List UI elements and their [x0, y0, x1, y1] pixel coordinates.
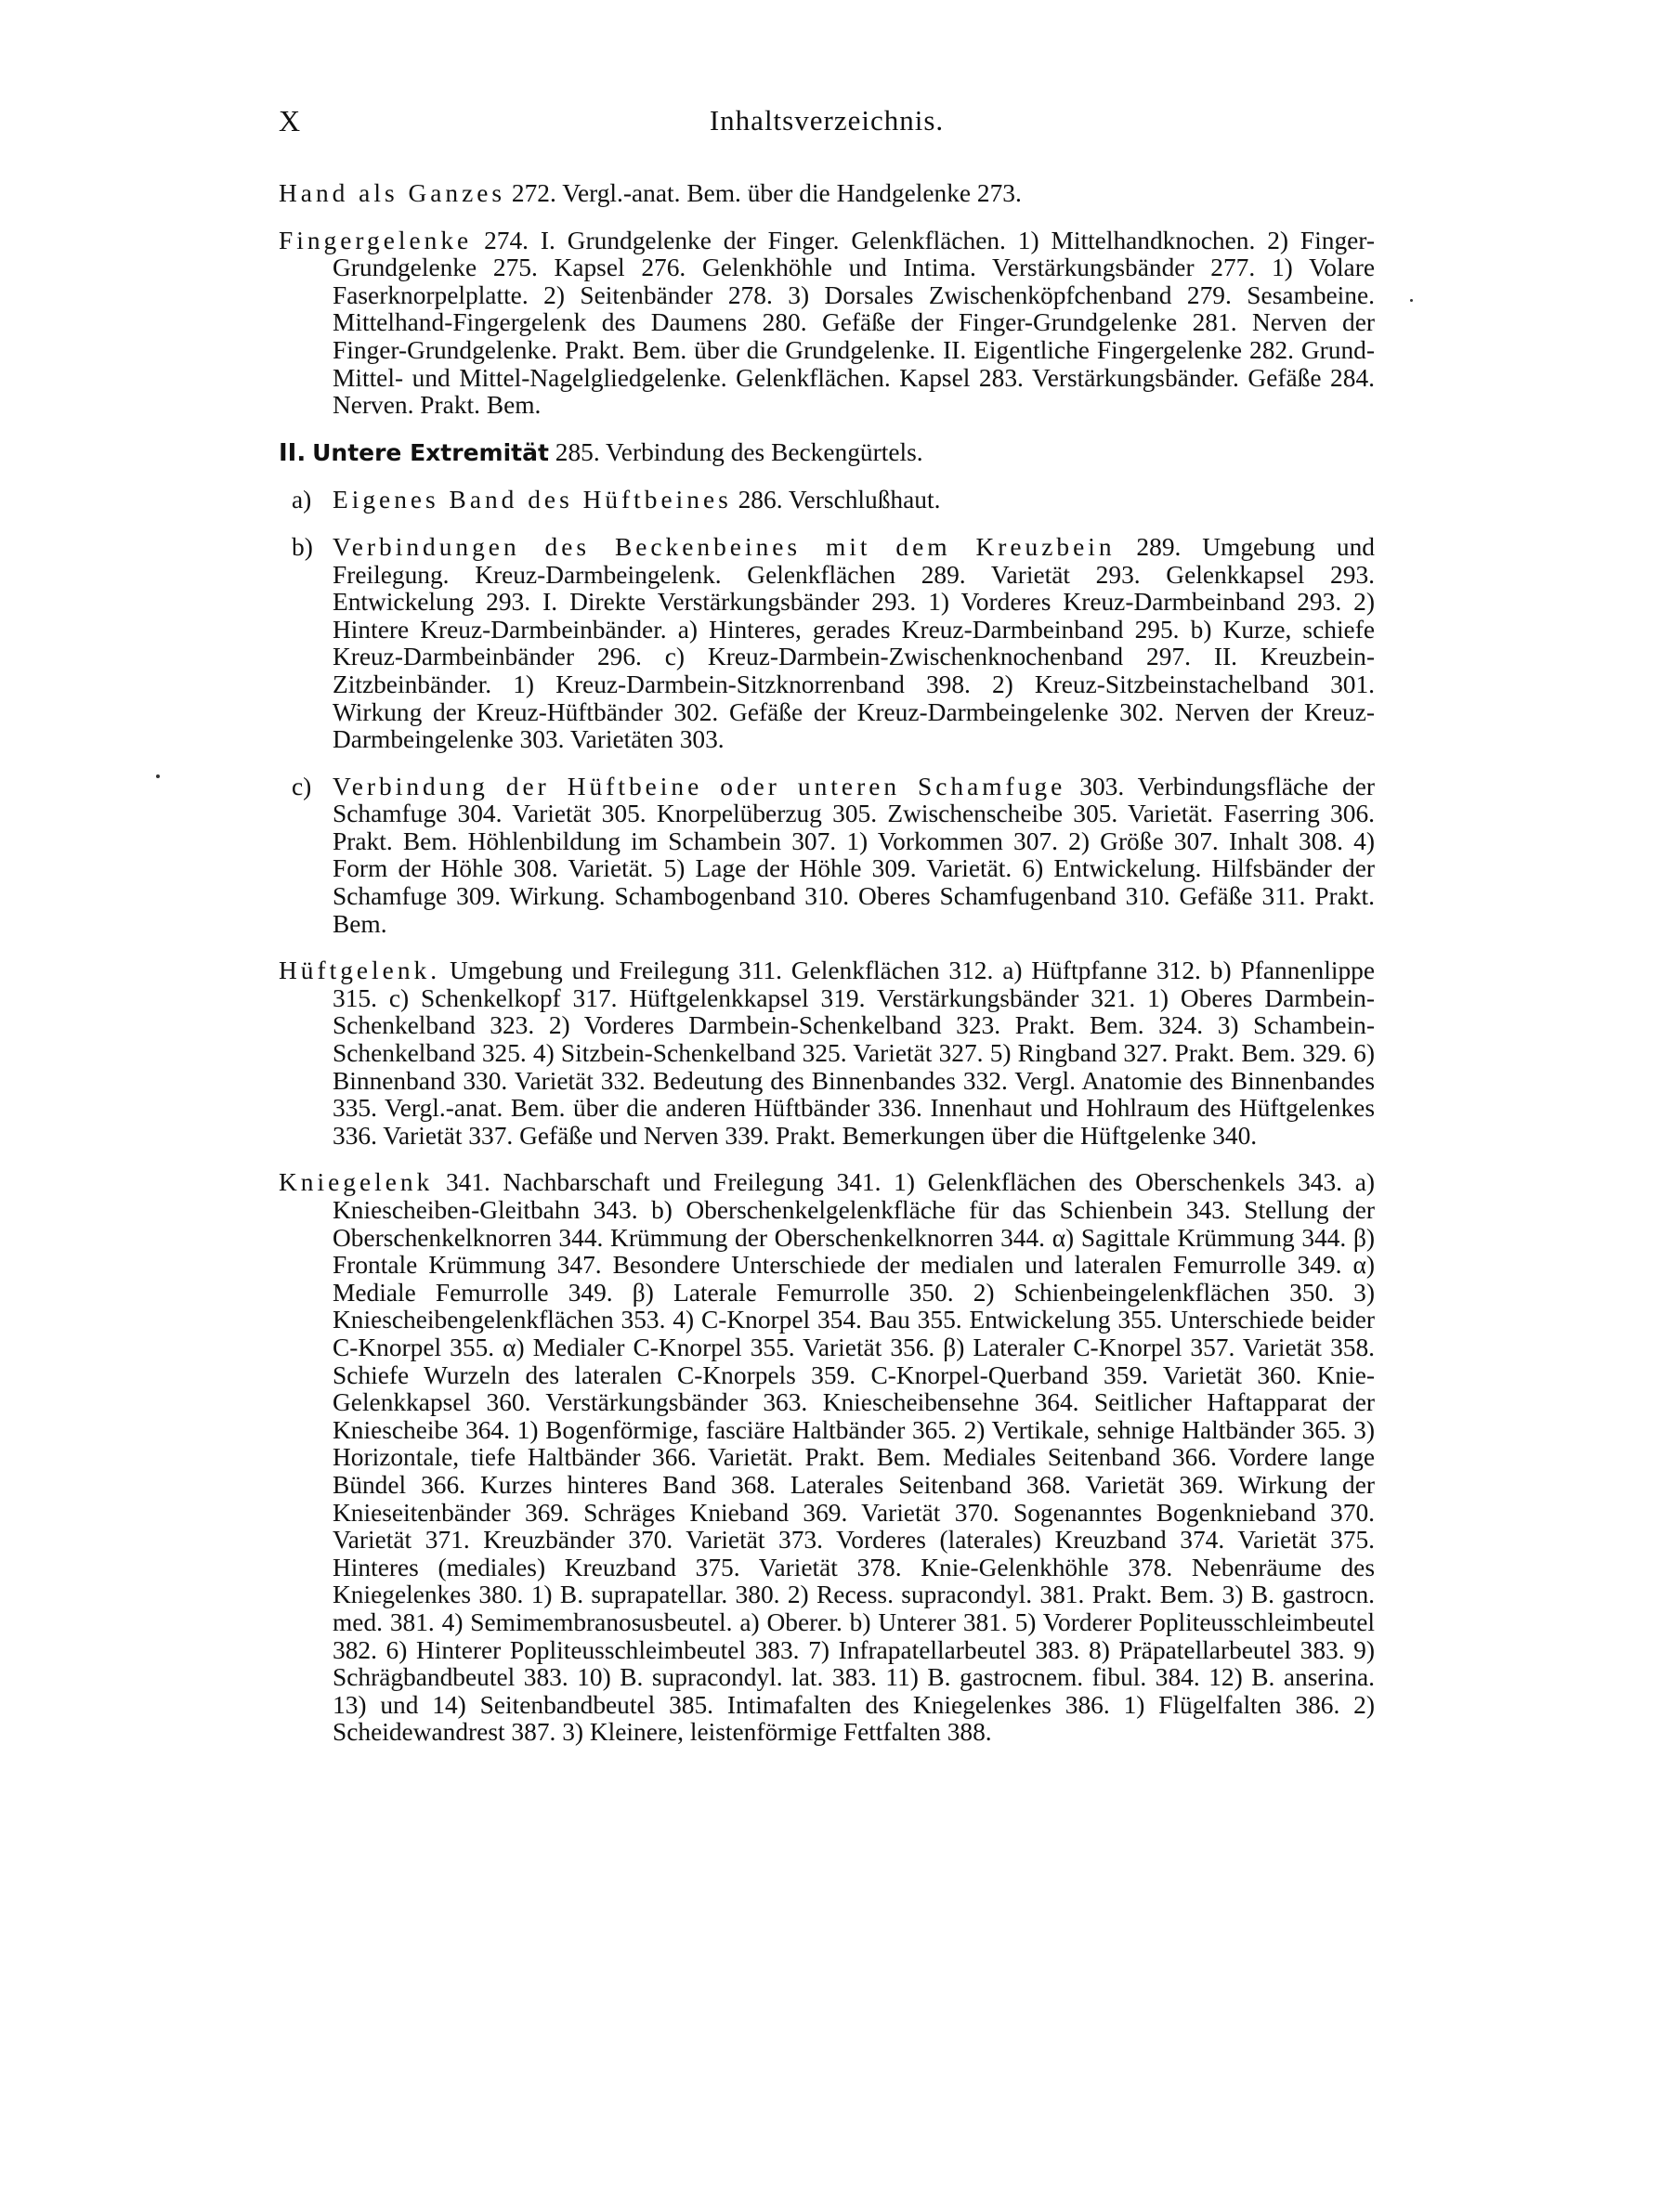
toc-entry-a: [279, 487, 1375, 514]
toc-entry-b: [279, 534, 1375, 754]
table-of-contents: [279, 180, 1375, 1766]
entry-text: 272. Vergl.-anat. Bem. über die Handgelenke 273.: [505, 179, 1022, 207]
toc-entry-fingergelenke: [279, 228, 1375, 420]
entry-text: 303. Verbindungsfläche der Schamfuge 304. Varietät 305. Knorpelüberzug 305. Zwischenscheibe 305. Varietät. Faserring 306. Prakt. Bem. Höhlenbildung im Schambein 307. 1) Vorkommen 307. 2) Größe 307. Inhalt 308. 4) Form der Höhle 308. Varietät. 5) Lage der Höhle 309. Varietät. 6) Entwickelung. Hilfsbänder der Schamfuge 309. Wirkung. Schambogenband 310. Oberes Schamfugenband 310. Gefäße 311. Prakt. Bem.: [333, 772, 1375, 938]
entry-title: Kniegelenk: [279, 1168, 434, 1197]
section-numeral: II.: [279, 438, 307, 467]
toc-section-untere-extremitaet: [279, 439, 1375, 468]
entry-text: 289. Umgebung und Freilegung. Kreuz-Darmbeingelenk. Gelenkflächen 289. Varietät 293. Gelenkkapsel 293. Entwickelung 293. I. Direkte Verstärkungsbänder 293. 1) Vorderes Kreuz-Darmbeinband 293. 2) Hintere Kreuz-Darmbeinbänder. a) Hinteres, gerades Kreuz-Darmbeinband 295. b) Kurze, schiefe Kreuz-Darmbeinbänder 296. c) Kreuz-Darmbein-Zwischenknochenband 297. II. Kreuzbein-Zitzbeinbänder. 1) Kreuz-Darmbein-Sitzknorrenband 398. 2) Kreuz-Sitzbeinstachelband 301. Wirkung der Kreuz-Hüftbänder 302. Gefäße der Kreuz-Darmbeingelenke 302. Nerven der Kreuz-Darmbeingelenke 303. Varietäten 303.: [333, 532, 1375, 754]
entry-title: Eigenes Band des Hüftbeines: [333, 486, 732, 514]
entry-label: a): [292, 486, 312, 514]
running-head: Inhaltsverzeichnis.: [709, 104, 945, 137]
entry-title: Fingergelenke: [279, 226, 473, 254]
entry-title: Verbindungen des Beckenbeines mit dem Kreuzbein: [333, 532, 1116, 561]
entry-title: Hand als Ganzes: [279, 179, 506, 207]
toc-entry-c: [279, 774, 1375, 939]
entry-text: 274. I. Grundgelenke der Finger. Gelenkflächen. 1) Mittelhandknochen. 2) Finger-Grundgelenke 275. Kapsel 276. Gelenkhöhle und Intima. Verstärkungsbänder 277. 1) Volare Faserknorpelplatte. 2) Seitenbänder 278. 3) Dorsales Zwischenköpfchenband 279. Sesambeine. Mittelhand-Fingergelenk des Daumens 280. Gefäße der Finger-Grundgelenke 281. Nerven der Finger-Grundgelenke. Prakt. Bem. über die Grundgelenke. II. Eigentliche Fingergelenke 282. Grund-Mittel- und Mittel-Nagelgliedgelenke. Gelenkflächen. Kapsel 283. Verstärkungsbänder. Gefäße 284. Nerven. Prakt. Bem.: [333, 226, 1375, 420]
entry-title: Verbindung der Hüftbeine oder unteren Schamfuge: [333, 772, 1066, 800]
section-title: Untere Extremität: [312, 438, 549, 466]
entry-text: 341. Nachbarschaft und Freilegung 341. 1) Gelenkflächen des Oberschenkels 343. a) Kniescheiben-Gleitbahn 343. b) Oberschenkelgelenkfläche für das Schienbein 343. Stellung der Oberschenkelknorren 344. Krümmung der Oberschenkelknorren 344. α) Sagittale Krümmung 344. β) Frontale Krümmung 347. Besondere Unterschiede der medialen und lateralen Femurrolle 349. α) Mediale Femurrolle 349. β) Laterale Femurrolle 350. 2) Schienbeingelenkflächen 350. 3) Kniescheibengelenkflächen 353. 4) C-Knorpel 354. Bau 355. Entwickelung 355. Unterschiede beider C-Knorpel 355. α) Medialer C-Knorpel 355. Varietät 356. β) Lateraler C-Knorpel 357. Varietät 358. Schiefe Wurzeln des lateralen C-Knorpels 359. C-Knorpel-Querband 359. Varietät 360. Knie-Gelenkkapsel 360. Verstärkungsbänder 363. Kniescheibensehne 364. Seitlicher Haftapparat der Kniescheibe 364. 1) Bogenförmige, fasciäre Haltbänder 365. 2) Vertikale, sehnige Haltbänder 365. 3) Horizontale, tiefe Haltbänder 366. Varietät. Prakt. Bem. Mediales Seitenband 366. Vordere lange Bündel 366. Kurzes hinteres Band 368. Laterales Seitenband 368. Varietät 369. Wirkung der Knieseitenbänder 369. Schräges Knieband 369. Varietät 370. Sogenanntes Bogenknieband 370. Varietät 371. Kreuzbänder 370. Varietät 373. Vorderes (laterales) Kreuzband 374. Varietät 375. Hinteres (mediales) Kreuzband 375. Varietät 378. Knie-Gelenkhöhle 378. Nebenräume des Kniegelenkes 380. 1) B. suprapatellar. 380. 2) Recess. supracondyl. 381. Prakt. Bem. 3) B. gastrocn. med. 381. 4) Semimembranosusbeutel. a) Oberer. b) Unterer 381. 5) Vorderer Popliteusschleimbeutel 382. 6) Hinterer Popliteusschleimbeutel 383. 7) Infrapatellarbeutel 383. 8) Präpatellarbeutel 383. 9) Schrägbandbeutel 383. 10) B. supracondyl. lat. 383. 11) B. gastrocnem. fibul. 384. 12) B. anserina. 13) und 14) Seitenbandbeutel 385. Intimafalten des Kniegelenkes 386. 1) Flügelfalten 386. 2) Scheidewandrest 387. 3) Kleinere, leistenförmige Fettfalten 388.: [333, 1168, 1375, 1747]
entry-text: 286. Verschlußhaut.: [731, 486, 941, 514]
toc-entry-hand: [279, 180, 1375, 208]
entry-text: Umgebung und Freilegung 311. Gelenkflächen 312. a) Hüftpfanne 312. b) Pfannenlippe 315. c) Schenkelkopf 317. Hüftgelenkkapsel 319. Verstärkungsbänder 321. 1) Oberes Darmbein-Schenkelband 323. 2) Vorderes Darmbein-Schenkelband 323. Prakt. Bem. 324. 3) Schambein-Schenkelband 325. 4) Sitzbein-Schenkelband 325. Varietät 327. 5) Ringband 327. Prakt. Bem. 329. 6) Binnenband 330. Varietät 332. Bedeutung des Binnenbandes 332. Vergl. Anatomie des Binnenbandes 335. Vergl.-anat. Bem. über die anderen Hüftbänder 336. Innenhaut und Hohlraum des Hüftgelenkes 336. Varietät 337. Gefäße und Nerven 339. Prakt. Bemerkungen über die Hüftgelenke 340.: [333, 956, 1375, 1150]
toc-entry-kniegelenk: [279, 1169, 1375, 1746]
scan-speck: [1410, 299, 1413, 302]
entry-label: b): [292, 532, 313, 561]
entry-title: Hüftgelenk.: [279, 956, 441, 985]
page-number: X: [279, 104, 302, 137]
entry-text: 285. Verbindung des Beckengürtels.: [548, 437, 923, 466]
toc-entry-hueftgelenk: [279, 957, 1375, 1150]
entry-label: c): [292, 772, 312, 800]
page-header: [279, 104, 1375, 150]
scan-speck: [156, 774, 160, 778]
